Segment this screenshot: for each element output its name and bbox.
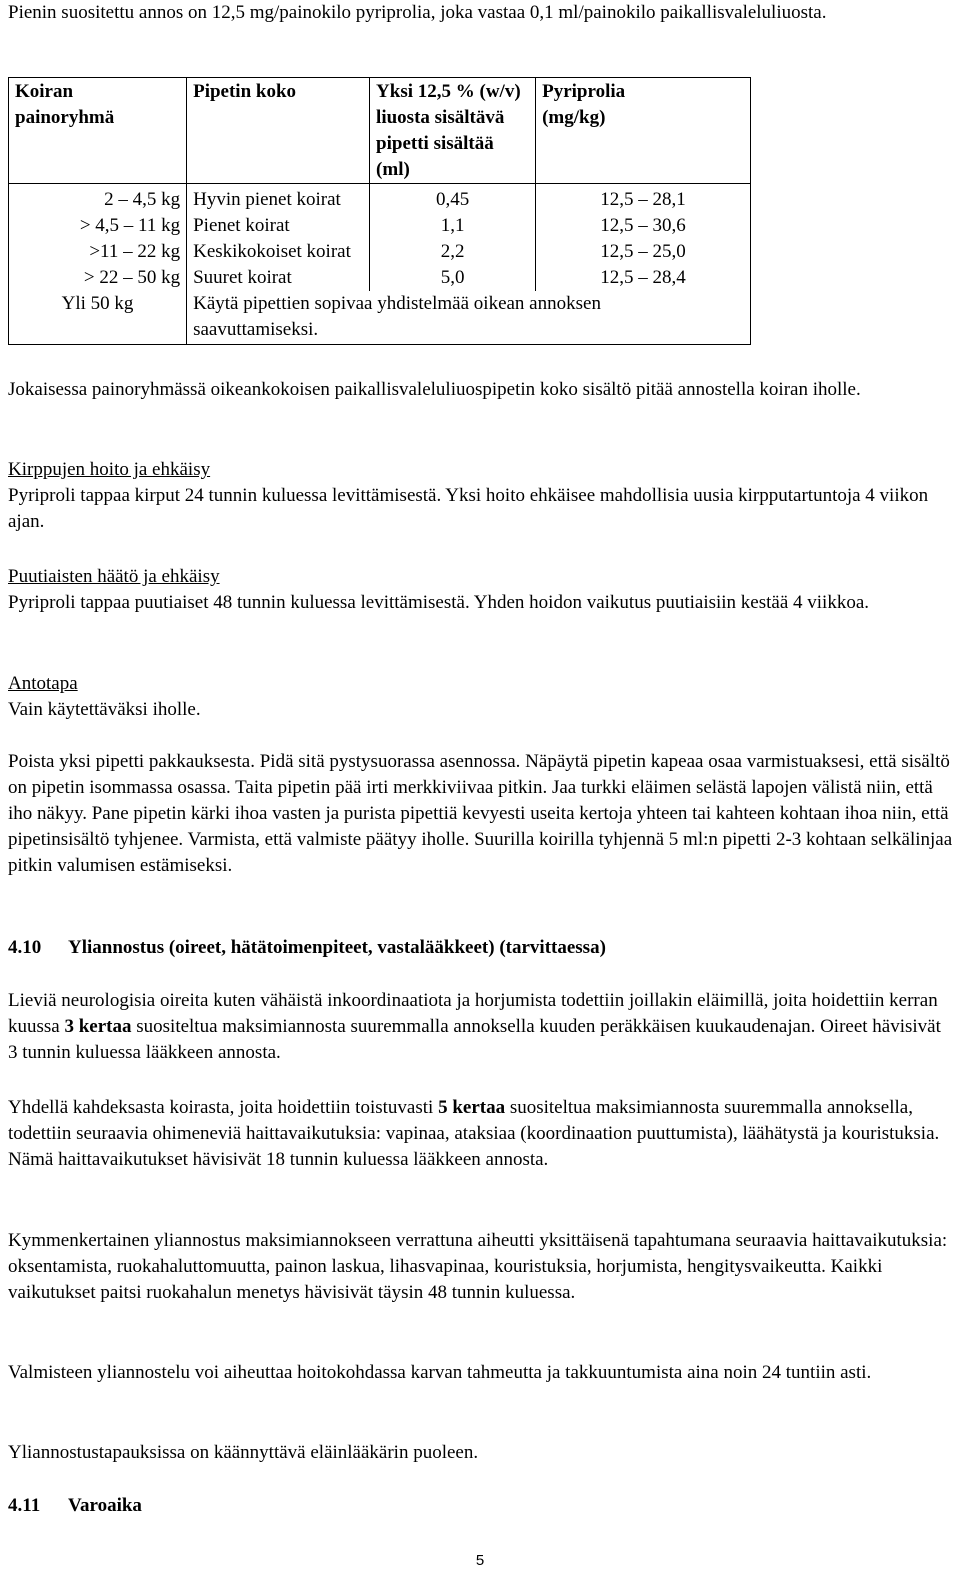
dose-table [8,77,751,345]
cell-volume: 0,45 [370,184,536,214]
table-row [9,239,751,265]
cell-dose: 12,5 – 30,6 [536,213,751,239]
section-heading-4-10 [8,935,954,961]
overdose-paragraph-3: Kymmenkertainen yliannostus maksimiannokseen verrattuna aiheutti yksittäisenä tapahtumana seuraavia haittavaikutuksia: oksentamista, ruokahaluttomuutta, painon laskua, lihasvapinaa, kouristuksia, horjumista, hengitysvaikeutta. Kaikki vaikutukset paitsi ruokahalun menetys hävisivät täysin 48 tunnin kuluessa. [8,1230,948,1303]
cell-weight: >11 – 22 kg [9,239,187,265]
emphasis-text: 3 kertaa [64,1016,132,1037]
dose-table-header [9,78,751,184]
header-pipette-size: Pipetin koko [187,78,370,184]
section-heading-4-11 [8,1493,954,1519]
cell-dose: 12,5 – 28,1 [536,184,751,214]
flea-heading: Kirppujen hoito ja ehkäisy [8,459,211,480]
instructions-paragraph: Poista yksi pipetti pakkauksesta. Pidä sitä pystysuorassa asennossa. Näpäytä pipetin kapeaa osaa varmistuaksesi, että sisältö on pipetin isommassa osassa. Taita pipetin pää irti merkkiviivaa pitkin. Jaa turkki eläimen selästä lapojen välistä niin, että iho näkyy. Pane pipetin kärki ihoa vasten ja purista pipettiä kevyesti useita kertoja yhteen tai kahteen kohtaan ihoa niin, että pipetinsisältö tyhjenee. Varmista, että valmiste päätyy iholle. Suurilla koirilla tyhjennä 5 ml:n pipetti 2-3 kohtaan selkälinjaa pitkin valumisen estämiseksi. [8,751,953,876]
section-title: Yliannostus (oireet, hätätoimenpiteet, vastalääkkeet) (tarvittaessa) [68,937,606,958]
table-row [9,184,751,214]
route-text: Vain käytettäväksi iholle. [8,699,201,720]
cell-size: Hyvin pienet koirat [187,184,370,214]
overdose-paragraph-4: Valmisteen yliannostelu voi aiheuttaa hoitokohdassa karvan tahmeutta ja takkuuntumista aina noin 24 tuntiin asti. [8,1362,872,1383]
emphasis-text: 5 kertaa [438,1097,506,1118]
header-pipette-volume: Yksi 12,5 % (w/v) liuosta sisältävä pipetti sisältää (ml) [370,78,536,184]
flea-text: Pyriproli tappaa kirput 24 tunnin kuluessa levittämisestä. Yksi hoito ehkäisee mahdollisia uusia kirpputartuntoja 4 viikon ajan. [8,485,929,532]
table-row [9,291,751,345]
cell-weight: Yli 50 kg [9,291,187,345]
cell-size: Keskikokoiset koirat [187,239,370,265]
section-number: 4.10 [8,937,42,958]
tick-text: Pyriproli tappaa puutiaiset 48 tunnin kuluessa levittämisestä. Yhden hoidon vaikutus puutiaisiin kestää 4 viikkoa. [8,592,870,613]
route-heading: Antotapa [8,673,78,694]
cell-weight: 2 – 4,5 kg [9,184,187,214]
cell-weight: > 22 – 50 kg [9,265,187,291]
cell-weight: > 4,5 – 11 kg [9,213,187,239]
text-run: suositeltua maksimiannosta suuremmalla annoksella kuuden peräkkäisen kuukaudenajan. Oireet hävisivät 3 tunnin kuluessa lääkkeen annosta. [8,1016,941,1063]
cell-volume: 2,2 [370,239,536,265]
text-run: Lieviä neurologisia oireita kuten vähäistä inkoordinaatiota ja horjumista todettiin joillakin eläimillä, joita hoidettiin kerran kuussa [8,990,938,1037]
cell-volume: 1,1 [370,213,536,239]
text-run: suositeltua maksimiannosta suuremmalla annoksella, todettiin seuraavia ohimeneviä haittavaikutuksia: vapinaa, ataksiaa (koordinaation puuttumista), läähätystä ja kouristuksia. Nämä haittavaikutukset hävisivät 18 tunnin kuluessa lääkkeen annosta. [8,1097,940,1170]
header-weight-group: Koiran painoryhmä [9,78,187,184]
cell-volume: 5,0 [370,265,536,291]
text-run: Yhdellä kahdeksasta koirasta, joita hoidettiin toistuvasti [8,1097,439,1118]
section-title: Varoaika [68,1495,142,1516]
intro-paragraph: Pienin suositettu annos on 12,5 mg/painokilo pyriprolia, joka vastaa 0,1 ml/painokilo paikallisvaleluliuosta. [8,2,827,23]
paragraph-each-group: Jokaisessa painoryhmässä oikeankokoisen paikallisvaleluliuospipetin koko sisältö pitää annostella koiran iholle. [8,379,861,400]
table-row [9,265,751,291]
overdose-paragraph-2 [8,1095,954,1173]
overdose-paragraph-1 [8,988,954,1066]
cell-dose: 12,5 – 28,4 [536,265,751,291]
header-pyriprole-dose: Pyriprolia (mg/kg) [536,78,751,184]
page-number: 5 [475,1552,485,1569]
tick-heading: Puutiaisten häätö ja ehkäisy [8,566,220,587]
cell-dose: 12,5 – 25,0 [536,239,751,265]
overdose-paragraph-5: Yliannostustapauksissa on käännyttävä eläinlääkärin puoleen. [8,1442,479,1463]
cell-combination-note: Käytä pipettien sopivaa yhdistelmää oikean annoksen saavuttamiseksi. [187,291,751,345]
table-row [9,213,751,239]
section-number: 4.11 [8,1495,41,1516]
cell-size: Pienet koirat [187,213,370,239]
cell-size: Suuret koirat [187,265,370,291]
